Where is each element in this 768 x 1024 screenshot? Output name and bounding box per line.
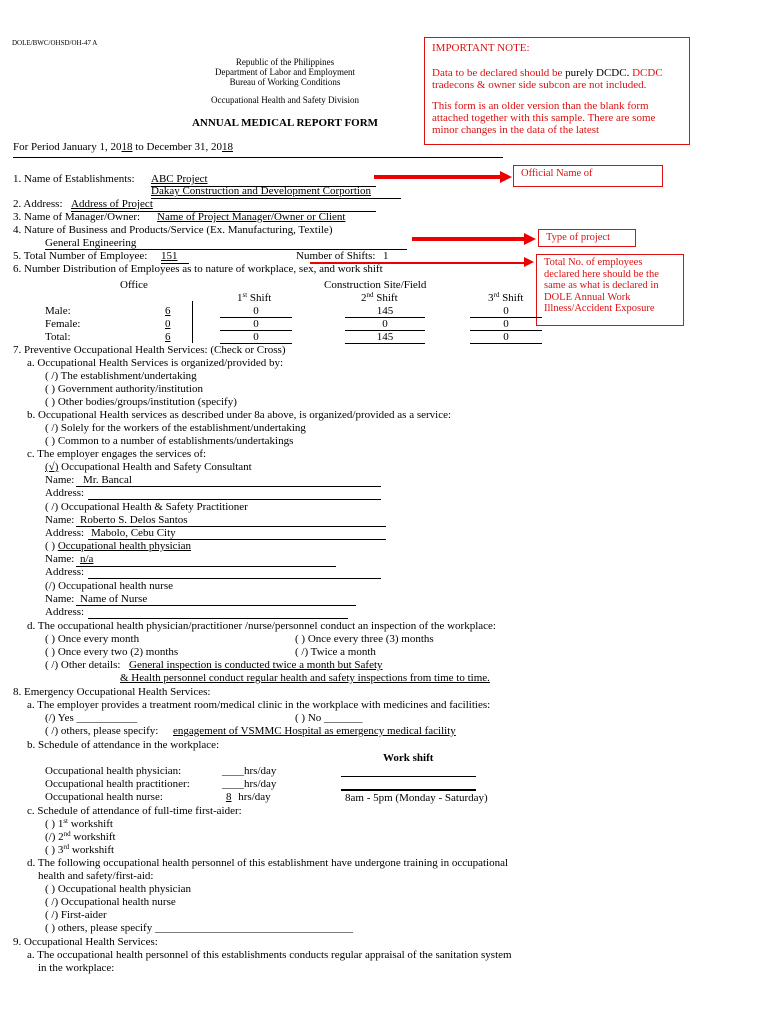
callout-type-of-project: Type of project	[538, 229, 636, 247]
establishment-name: ABC Project	[151, 173, 208, 185]
s8-b3-shift-line	[341, 790, 476, 791]
s7-d: d. The occupational health physician/practitioner /nurse/personnel conduct an inspection of the workplace:	[27, 620, 496, 632]
s7-c2: ( /) Occupational Health & Safety Practitioner	[45, 501, 248, 513]
s7-c3: ( ) Occupational health physician	[45, 540, 192, 552]
consultant-name-line	[76, 486, 381, 487]
site-header: Construction Site/Field	[324, 279, 427, 291]
s7-a1: ( /) The establishment/undertaking	[45, 370, 197, 382]
header-republic: Republic of the Philippines	[235, 57, 335, 67]
office-header: Office	[120, 279, 148, 291]
nurse-name-line	[76, 605, 356, 606]
item-6-label: 6. Number Distribution of Employees as to nature of workplace, sex, and work shift	[13, 263, 383, 275]
physician-name-line	[76, 566, 336, 567]
s7-a2: ( ) Government authority/institution	[45, 383, 203, 395]
s8-d: d. The following occupational health personnel of this establishment have undergone training in occupational	[27, 857, 509, 869]
item-1-label: 1. Name of Establishments:	[13, 173, 135, 185]
s8-d4: ( ) others, please specify ____________________________________	[45, 922, 353, 934]
establishment-company-line	[151, 198, 401, 199]
s8-d1: ( ) Occupational health physician	[45, 883, 192, 895]
s8-a-others-label: ( /) others, please specify:	[45, 725, 159, 737]
s7-c: c. The employer engages the services of:	[27, 448, 207, 460]
physician-address-label: Address:	[45, 566, 85, 578]
note-paragraph-2: This form is an older version than the blank form attached together with this sample. There are some minor changes in the data of the latest	[432, 100, 656, 136]
practitioner-address: Mabolo, Cebu City	[91, 527, 176, 539]
practitioner-name: Roberto S. Delos Santos	[80, 514, 188, 526]
item-4-label: 4. Nature of Business and Products/Service (Ex. Manufacturing, Textile)	[13, 224, 333, 236]
s8-d-cont: health and safety/first-aid:	[38, 870, 154, 882]
nature-value: General Engineering	[45, 237, 137, 249]
shift-1-header: 1st Shift	[237, 291, 272, 304]
work-shift-header: Work shift	[383, 752, 434, 764]
s7-a: a. Occupational Health Services is organized/provided by:	[27, 357, 284, 369]
s8-c: c. Schedule of attendance of full-time first-aider:	[27, 805, 242, 817]
s7-b2: ( ) Common to a number of establishments/undertakings	[45, 435, 294, 447]
establishment-company: Dakay Construction and Development Corportion	[151, 185, 371, 197]
practitioner-address-label: Address:	[45, 527, 85, 539]
important-note-box	[424, 37, 690, 145]
s7-d1: ( ) Once every month	[45, 633, 140, 645]
header-bureau: Bureau of Working Conditions	[229, 77, 341, 87]
s8-c2: (/) 2nd workshift	[45, 830, 116, 843]
item-3-label: 3. Name of Manager/Owner:	[13, 211, 141, 223]
form-title: ANNUAL MEDICAL REPORT FORM	[191, 117, 379, 129]
s8-a-others-value: engagement of VSMMC Hospital as emergency medical facility	[173, 725, 456, 737]
s8-b1-shift-line	[341, 776, 476, 777]
nurse-address-label: Address:	[45, 606, 85, 618]
arrow-head-official-name	[500, 171, 512, 183]
s7-d5-value: General inspection is conducted twice a month but Safety	[129, 659, 383, 671]
s7-d4: ( /) Twice a month	[295, 646, 376, 658]
s8-a-no: ( ) No _______	[295, 712, 363, 724]
nurse-name-label: Name:	[45, 593, 75, 605]
s8-b3-shift: 8am - 5pm (Monday - Saturday)	[345, 792, 488, 804]
note-paragraph-1: Data to be declared should be purely DCDC. DCDC tradecons & owner side subcon are not included.	[432, 67, 663, 91]
s8-c3: ( ) 3rd workshift	[45, 843, 115, 856]
shifts-label: Number of Shifts:	[296, 250, 376, 262]
s7-c1: (√) Occupational Health and Safety Consultant	[45, 461, 252, 473]
consultant-address-line	[88, 499, 381, 500]
s7-b: b. Occupational Health services as described under 8a above, is organized/provided as a service:	[27, 409, 452, 421]
s9-a-cont: in the workplace:	[38, 962, 115, 974]
nurse-name: Name of Nurse	[80, 593, 148, 605]
physician-name: n/a	[80, 553, 94, 565]
s7-d5-label: ( /) Other details:	[45, 659, 121, 671]
physician-address-line	[88, 578, 381, 579]
shifts-value: 1	[383, 250, 389, 262]
arrow-head-type-of-project	[524, 233, 536, 245]
s9-a: a. The occupational health personnel of this establishments conducts regular appraisal of the sanitation system	[27, 949, 512, 961]
table-vertical-line	[192, 301, 193, 343]
period-divider	[13, 157, 503, 158]
manager-value: Name of Project Manager/Owner or Client	[157, 211, 346, 223]
s8-d3: ( /) First-aider	[45, 909, 107, 921]
shift-3-header: 3rd Shift	[488, 291, 524, 304]
arrow-head-total-employees	[524, 257, 534, 267]
callout-official-name: Official Name of	[513, 165, 663, 187]
section-9-title: 9. Occupational Health Services:	[13, 936, 158, 948]
item-5-label: 5. Total Number of Employee:	[13, 250, 148, 262]
consultant-name-label: Name:	[45, 474, 75, 486]
address-value: Address of Project	[71, 198, 153, 210]
s8-a: a. The employer provides a treatment room/medical clinic in the workplace with medicines and facilities:	[27, 699, 491, 711]
section-7-title: 7. Preventive Occupational Health Services: (Check or Cross)	[13, 344, 286, 356]
arrow-type-of-project	[412, 237, 526, 241]
s8-b2-hrs: ____hrs/day	[222, 778, 277, 790]
s8-b3-label: Occupational health nurse:	[45, 791, 163, 803]
s7-b1: ( /) Solely for the workers of the establishment/undertaking	[45, 422, 306, 434]
nurse-address-line	[88, 618, 348, 619]
s8-b1-hrs: ____hrs/day	[222, 765, 277, 777]
consultant-address-label: Address:	[45, 487, 85, 499]
header-department: Department of Labor and Employment	[215, 67, 355, 77]
item-2-label: 2. Address:	[13, 198, 63, 210]
s8-a-yes: (/) Yes ___________	[45, 712, 137, 724]
header-division: Occupational Health and Safety Division	[211, 95, 359, 105]
s7-d3: ( ) Once every two (2) months	[45, 646, 179, 658]
s8-b3-hrs: 8 hrs/day	[226, 791, 271, 803]
s8-d2: ( /) Occupational health nurse	[45, 896, 176, 908]
s8-b2-label: Occupational health practitioner:	[45, 778, 190, 790]
total-employees-value: 151	[161, 250, 178, 262]
s8-c1: ( ) 1st workshift	[45, 817, 113, 830]
s7-d2: ( ) Once every three (3) months	[295, 633, 434, 645]
section-8-title: 8. Emergency Occupational Health Services:	[13, 686, 211, 698]
period-line: For Period January 1, 2018 to December 31, 2018	[13, 141, 233, 153]
s8-b1-label: Occupational health physician:	[45, 765, 182, 777]
consultant-name: Mr. Bancal	[83, 474, 132, 486]
practitioner-name-label: Name:	[45, 514, 75, 526]
s8-b: b. Schedule of attendance in the workplace:	[27, 739, 220, 751]
note-title: IMPORTANT NOTE:	[432, 42, 530, 54]
callout-total-employees: Total No. of employees declared here should be the same as what is declared in DOLE Annual Work Illness/Accident Exposure	[536, 254, 684, 326]
physician-name-label: Name:	[45, 553, 75, 565]
s7-d5-value-2: & Health personnel conduct regular health and safety inspections from time to time.	[120, 672, 490, 684]
form-code: DOLE/BWC/OHSD/OH-47 A	[12, 39, 98, 47]
shift-2-header: 2nd Shift	[361, 291, 398, 304]
s7-c4: (/) Occupational health nurse	[45, 580, 173, 592]
s7-a3: ( ) Other bodies/groups/institution (specify)	[45, 396, 237, 408]
arrow-official-name	[374, 175, 502, 179]
